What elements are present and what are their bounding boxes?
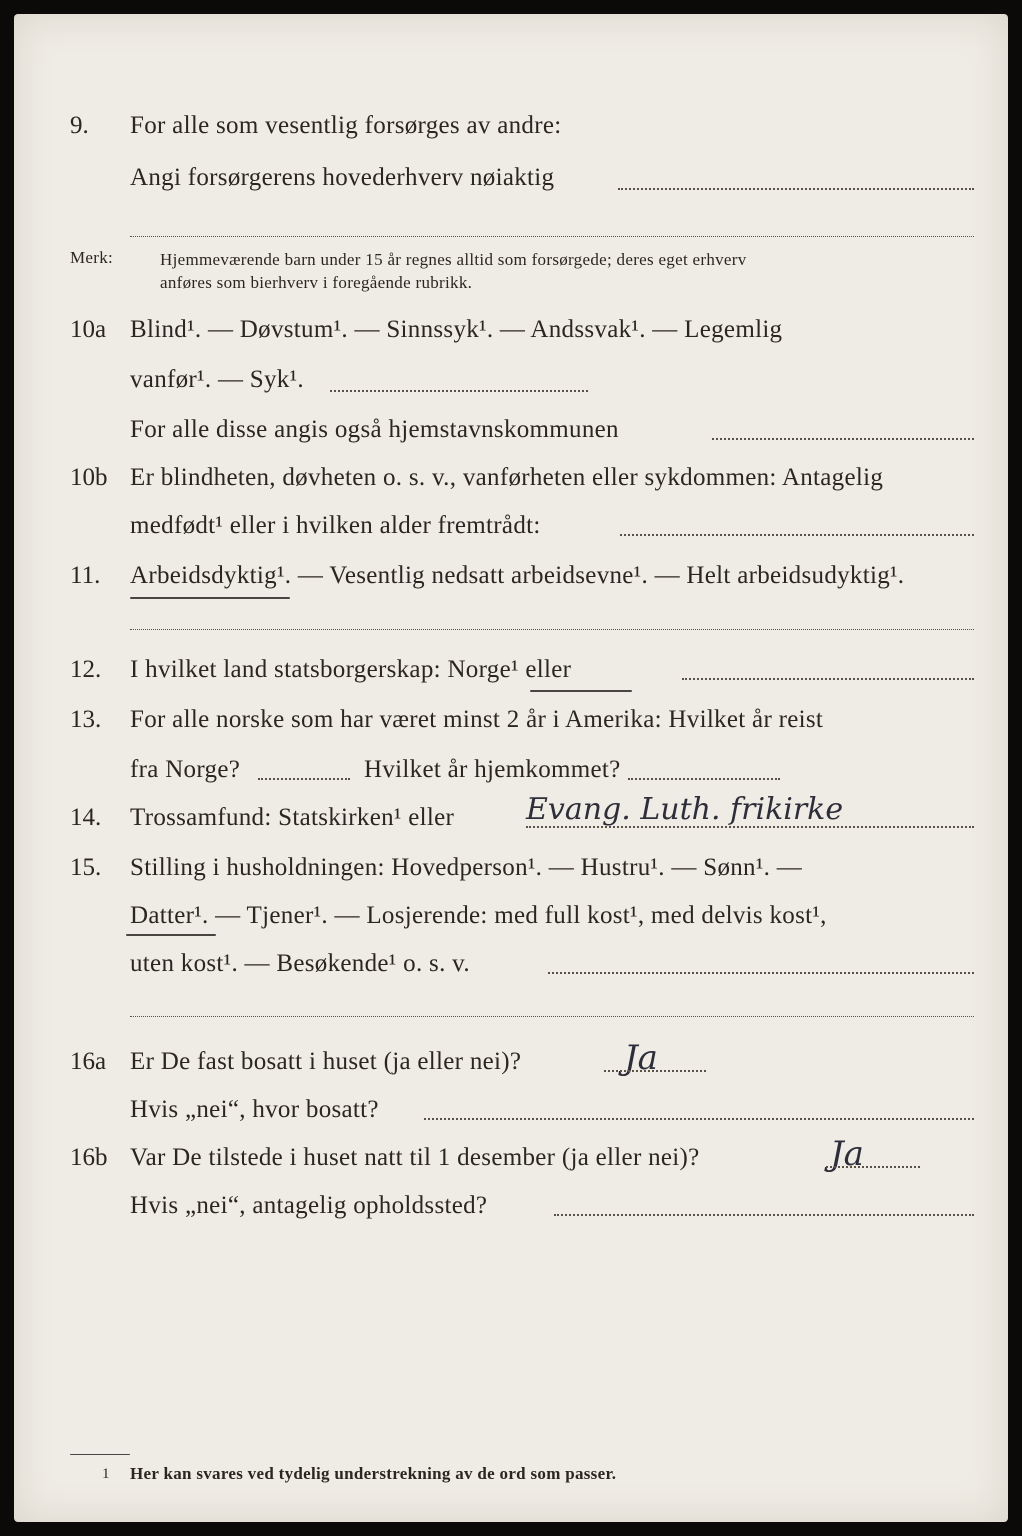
- q12-text: [130, 656, 571, 684]
- q15-line2: [130, 902, 827, 930]
- q11-handwritten-underline: [130, 597, 290, 599]
- q12-option-norge[interactable]: Norge¹: [447, 656, 519, 683]
- form-page: [14, 14, 1008, 1522]
- q14-number: 14.: [70, 804, 102, 831]
- q11-rest: — Vesentlig nedsatt arbeidsevne¹. — Helt arbeidsudyktig¹.: [291, 562, 905, 589]
- q11-text: [130, 562, 904, 590]
- q15-handwritten-underline: [126, 934, 216, 936]
- q15-line2-rest: — Tjener¹. — Losjerende: med full kost¹, med delvis kost¹,: [208, 902, 827, 929]
- q16b-where-line[interactable]: [554, 1214, 974, 1216]
- footnote-text: Her kan svares ved tydelig understrekning av de ord som passer.: [130, 1464, 617, 1483]
- q16b-line1: Var De tilstede i huset natt til 1 desember (ja eller nei)?: [130, 1144, 700, 1171]
- q16a-line1: Er De fast bosatt i huset (ja eller nei)?: [130, 1048, 522, 1075]
- q14-handwritten-answer: Evang. Luth. frikirke: [526, 792, 844, 827]
- q13-return-line[interactable]: [628, 778, 780, 780]
- q13-line1: For alle norske som har været minst 2 år i Amerika: Hvilket år reist: [130, 706, 824, 733]
- q11-extra-line[interactable]: [130, 629, 974, 630]
- q10b-number: 10b: [70, 464, 108, 491]
- q14-text: Trossamfund: Statskirken¹ eller: [130, 804, 455, 831]
- q10a-line1: Blind¹. — Døvstum¹. — Sinnssyk¹. — Andssvak¹. — Legemlig: [130, 316, 783, 343]
- q16a-handwritten-answer: Ja: [624, 1038, 658, 1078]
- q15-line3: uten kost¹. — Besøkende¹ o. s. v.: [130, 950, 470, 977]
- q12-handwritten-underline: [530, 690, 632, 692]
- q14-answer-line[interactable]: [526, 826, 974, 828]
- q9-extra-line[interactable]: [130, 236, 974, 237]
- q16a-answer-line[interactable]: [604, 1070, 706, 1072]
- q15-line1: Stilling i husholdningen: Hovedperson¹. — Hustru¹. — Sønn¹. —: [130, 854, 803, 881]
- merk-line1: Hjemmeværende barn under 15 år regnes alltid som forsørgede; deres eget erhverv: [160, 250, 747, 269]
- q15-extra-line[interactable]: [130, 1016, 974, 1017]
- q13-line2a: fra Norge?: [130, 756, 241, 783]
- q10a-number: 10a: [70, 316, 107, 343]
- q16a-line2: Hvis „nei“, hvor bosatt?: [130, 1096, 379, 1123]
- q9-number: 9.: [70, 112, 89, 139]
- q16b-answer-line[interactable]: [826, 1166, 920, 1168]
- q13-line2b: Hvilket år hjemkommet?: [364, 756, 621, 783]
- q13-left-line[interactable]: [258, 778, 350, 780]
- footnote-mark: 1: [102, 1466, 110, 1482]
- q10b-line2: medfødt¹ eller i hvilken alder fremtrådt:: [130, 512, 541, 539]
- q16a-number: 16a: [70, 1048, 107, 1075]
- q13-number: 13.: [70, 706, 102, 733]
- q11-option-arbeidsdyktig[interactable]: Arbeidsdyktig¹.: [130, 562, 292, 589]
- q10a-line2: vanfør¹. — Syk¹.: [130, 366, 304, 393]
- q12-eller: eller: [518, 656, 572, 683]
- q12-label: I hvilket land statsborgerskap:: [130, 656, 441, 683]
- q15-number: 15.: [70, 854, 102, 881]
- merk-line2: anføres som bierhverv i foregående rubrikk.: [160, 273, 473, 292]
- q16b-handwritten-answer: Ja: [830, 1134, 864, 1174]
- q12-number: 12.: [70, 656, 102, 683]
- q15-option-datter[interactable]: Datter¹.: [130, 902, 209, 929]
- q9-line2: Angi forsørgerens hovederhverv nøiaktig: [130, 164, 555, 191]
- q12-answer-line[interactable]: [682, 678, 974, 680]
- q16b-number: 16b: [70, 1144, 108, 1171]
- q15-answer-line[interactable]: [548, 972, 974, 974]
- q11-number: 11.: [70, 562, 101, 589]
- q10b-line1: Er blindheten, døvheten o. s. v., vanførheten eller sykdommen: Antagelig: [130, 464, 884, 491]
- q9-line1: For alle som vesentlig forsørges av andre:: [130, 112, 562, 139]
- q10b-answer-line[interactable]: [620, 534, 974, 536]
- q10a-line3: For alle disse angis også hjemstavnskommunen: [130, 416, 619, 443]
- q16a-where-line[interactable]: [424, 1118, 974, 1120]
- merk-label: Merk:: [70, 248, 114, 267]
- q10a-answer-line[interactable]: [330, 390, 588, 392]
- q10a-home-line[interactable]: [712, 438, 974, 440]
- q16b-line2: Hvis „nei“, antagelig opholdssted?: [130, 1192, 488, 1219]
- footnote-rule: [70, 1454, 130, 1455]
- q9-answer-line[interactable]: [618, 188, 974, 190]
